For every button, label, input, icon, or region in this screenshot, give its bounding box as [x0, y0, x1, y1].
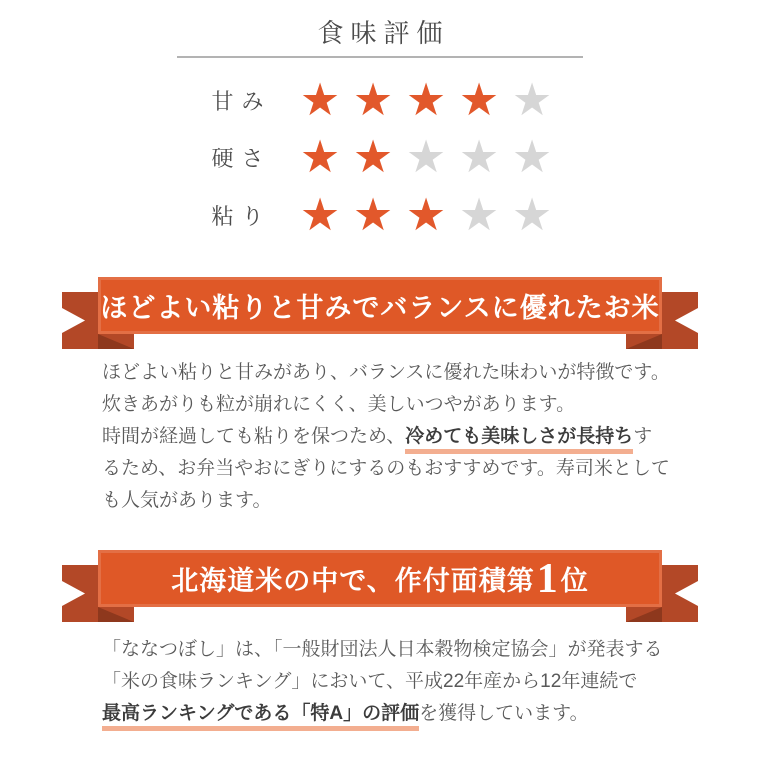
rating-label: 粘り	[211, 203, 272, 229]
highlighted-text: 冷めても美味しさが長持ち	[405, 426, 633, 454]
text-segment: 「米の食味ランキング」において、平成22年産から12年連続で	[102, 671, 638, 692]
rating-row-sweetness	[0, 76, 760, 124]
star-filled-icon: ★	[352, 189, 394, 240]
title-divider	[177, 56, 583, 58]
star-rating	[296, 191, 557, 239]
rating-label: 甘み	[211, 88, 272, 114]
text-segment: るため、お弁当やおにぎりにするのもおすすめです。寿司米として	[102, 458, 670, 479]
text-segment: 炊きあがりも粒が崩れにくく、美しいつやがあります。	[102, 394, 576, 415]
star-filled-icon: ★	[299, 189, 341, 240]
ribbon-band	[98, 277, 662, 334]
star-empty-icon: ★	[511, 189, 553, 240]
ribbon-text: 北海道米の中で、作付面積第	[171, 566, 535, 596]
ranking-description-paragraph	[102, 634, 702, 730]
paragraph-line	[102, 389, 702, 421]
star-filled-icon: ★	[458, 74, 500, 125]
paragraph-line	[102, 453, 702, 485]
text-segment: 「ななつぼし」は、「一般財団法人日本穀物検定協会」が発表する	[102, 639, 663, 660]
text-segment: ほどよい粘りと甘みがあり、バランスに優れた味わいが特徴です。	[102, 362, 670, 383]
star-empty-icon: ★	[405, 131, 447, 182]
rating-label: 硬さ	[211, 145, 272, 171]
rating-row-hardness	[0, 133, 760, 181]
star-rating	[296, 76, 557, 124]
ribbon-banner-ranking	[0, 550, 760, 622]
star-empty-icon: ★	[511, 74, 553, 125]
star-empty-icon: ★	[458, 131, 500, 182]
star-filled-icon: ★	[352, 131, 394, 182]
star-filled-icon: ★	[352, 74, 394, 125]
text-segment: を獲得しています。	[419, 703, 589, 724]
taste-description-paragraph	[102, 357, 702, 517]
ribbon-banner-taste	[0, 277, 760, 349]
star-rating	[296, 133, 557, 181]
highlighted-text: 最高ランキングである「特A」の評価	[102, 703, 419, 731]
ribbon-text: ほどよい粘りと甘みでバランスに優れたお米	[100, 293, 660, 323]
ribbon-number: 1	[536, 555, 559, 602]
star-filled-icon: ★	[405, 189, 447, 240]
star-filled-icon: ★	[299, 74, 341, 125]
star-empty-icon: ★	[511, 131, 553, 182]
paragraph-line	[102, 357, 702, 389]
paragraph-line	[102, 698, 702, 730]
rating-row-stickiness	[0, 191, 760, 239]
star-filled-icon: ★	[299, 131, 341, 182]
paragraph-line	[102, 485, 702, 517]
text-segment: 時間が経過しても粘りを保つため、	[102, 426, 406, 447]
paragraph-line	[102, 666, 702, 698]
section-title: 食味評価	[317, 18, 450, 48]
text-segment: も人気があります。	[102, 490, 272, 511]
ribbon-band	[98, 550, 662, 607]
paragraph-line	[102, 421, 702, 453]
text-segment: す	[633, 426, 653, 447]
star-filled-icon: ★	[405, 74, 447, 125]
star-empty-icon: ★	[458, 189, 500, 240]
ribbon-text: 位	[560, 566, 589, 596]
paragraph-line	[102, 634, 702, 666]
